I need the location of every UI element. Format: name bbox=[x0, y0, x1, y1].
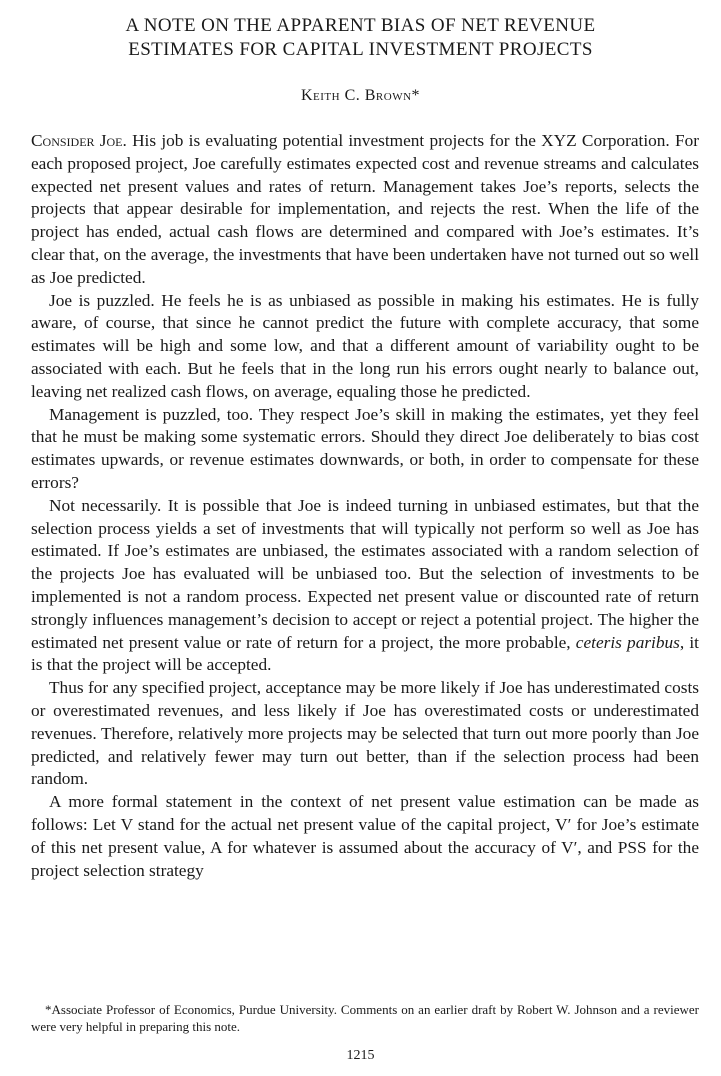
paragraph-1-text: His job is evaluating potential investment projects for the XYZ Corporation. For each proposed project, Joe carefully estimates expected cost and revenue streams and calculates expected net present values and rates of return. Management takes Joe’s reports, selects the projects that appear desirable for implementation, and rejects the rest. When the life of the project has ended, actual cash flows are determined and compared with Joe’s estimates. It’s clear that, on the average, the investments that have been undertaken have not turned out so well as Joe predicted. bbox=[31, 131, 700, 287]
paragraph-4 bbox=[31, 495, 699, 677]
opening-small-caps: Consider Joe. bbox=[31, 131, 127, 150]
article-title bbox=[0, 14, 721, 62]
footnote bbox=[31, 1001, 699, 1035]
paragraph-1 bbox=[31, 130, 699, 290]
page-number: 1215 bbox=[346, 1048, 375, 1063]
article-title-line-2: ESTIMATES FOR CAPITAL INVESTMENT PROJECTS bbox=[128, 39, 593, 60]
author-byline: Keith C. Brown* bbox=[300, 87, 421, 104]
paragraph-2: Joe is puzzled. He feels he is as unbiased as possible in making his estimates. He is fully aware, of course, that since he cannot predict the future with complete accuracy, that some estimates will be high and some low, and that a different amount of variability ought to be associated with each. But he feels that in the long run his errors ought nearly to balance out, leaving net realized cash flows, on average, equaling those he predicted. bbox=[31, 290, 699, 401]
paragraph-6: A more formal statement in the context of net present value estimation can be made as follows: Let V stand for the actual net present value of the capital project, V′ for Joe’s estimate of this net present value, A for whatever is assumed about the accuracy of V′, and PSS for the project selection strategy bbox=[31, 792, 699, 880]
article-title-line-1: A NOTE ON THE APPARENT BIAS OF NET REVENUE bbox=[125, 15, 596, 36]
footnote-text: *Associate Professor of Economics, Purdue University. Comments on an earlier draft by Robert W. Johnson and a reviewer were very helpful in preparing this note. bbox=[31, 1002, 699, 1034]
paragraph-5: Thus for any specified project, acceptance may be more likely if Joe has underestimated costs or overestimated revenues, and less likely if Joe has overestimated costs or underestimated revenues. Therefore, relatively more projects may be selected that turn out more poorly than Joe predicted, and relatively fewer may turn out better, than if the selection process had been random. bbox=[31, 678, 699, 789]
article-body bbox=[31, 130, 699, 882]
italic-phrase: ceteris paribus bbox=[575, 632, 680, 652]
paragraph-4-text-b: , it is that the project will be accepted. bbox=[31, 632, 699, 675]
paragraph-3: Management is puzzled, too. They respect Joe’s skill in making the estimates, yet they feel that he must be making some systematic errors. Should they direct Joe deliberately to bias cost estimates upwards, or revenue estimates downwards, or both, in order to compensate for these errors? bbox=[31, 404, 699, 492]
paragraph-4-text-a: Not necessarily. It is possible that Joe is indeed turning in unbiased estimates, but that the selection process yields a set of investments that will typically not perform so well as Joe has estimated. If Joe’s estimates are unbiased, the estimates associated with a random selection of the projects Joe has evaluated will be unbiased too. But the selection of investments to be implemented is not a random process. Expected net present value or discounted rate of return strongly influences management’s decision to accept or reject a potential project. The higher the estimated net present value or rate of return for a project, the more probable, bbox=[31, 495, 699, 652]
